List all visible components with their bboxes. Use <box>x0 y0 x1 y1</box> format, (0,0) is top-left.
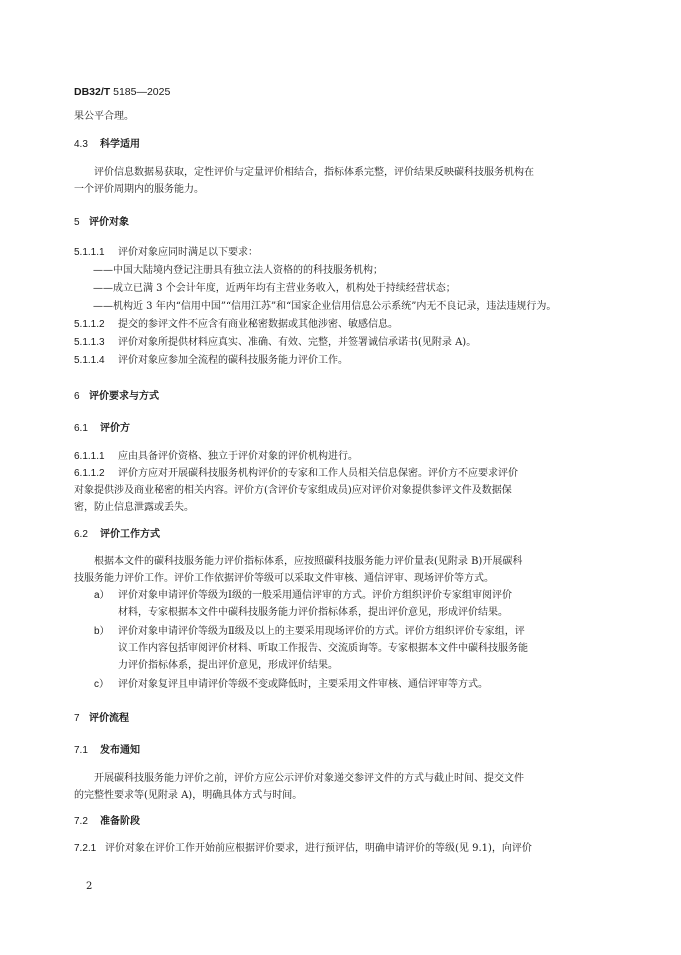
clause-text: 评价方应对开展碳科技服务机构评价的专家和工作人员相关信息保密。评价方不应要求评价 <box>118 468 518 479</box>
clause-number: 5.1.1.3 <box>74 337 105 348</box>
heading-7-1 <box>74 744 140 758</box>
heading-number: 7.1 <box>74 745 88 756</box>
heading-title: 科学适用 <box>100 139 140 150</box>
heading-title: 评价对象 <box>89 217 129 228</box>
heading-7 <box>74 712 129 726</box>
clause-5-1-1-1 <box>74 246 258 260</box>
list-item-b <box>94 625 525 639</box>
standard-code-prefix: DB32/T <box>74 86 111 98</box>
list-dash-item: ——中国大陆境内登记注册具有独立法人资格的的科技服务机构； <box>93 265 383 276</box>
page-number: 2 <box>86 881 93 892</box>
heading-4-3 <box>74 138 140 152</box>
paragraph-line: 技服务能力评价工作。评价工作依据评价等级可以采取文件审核、通信评审、现场评价等方式。 <box>74 573 494 584</box>
list-item-a <box>94 589 512 603</box>
heading-number: 6.1 <box>74 423 88 434</box>
list-dash-item: ——机构近 3 年内“信用中国”“信用江苏”和“国家企业信用信息公示系统”内无不良记录，违法违规行为。 <box>93 301 557 312</box>
list-label: b） <box>94 626 110 637</box>
clause-number: 5.1.1.2 <box>74 319 105 330</box>
heading-7-2 <box>74 815 140 829</box>
clause-6-1-1-2 <box>74 467 518 481</box>
heading-number: 5 <box>74 217 80 228</box>
clause-number: 6.1.1.2 <box>74 468 105 479</box>
heading-6-1 <box>74 422 130 436</box>
paragraph-line: 的完整性要求等(见附录 A)，明确具体方式与时间。 <box>74 790 303 801</box>
paragraph-line: 一个评价周期内的服务能力。 <box>74 184 204 195</box>
heading-number: 6 <box>74 391 80 402</box>
paragraph-line: 评价信息数据易获取，定性评价与定量评价相结合，指标体系完整，评价结果反映碳科技服务机构在 <box>94 167 534 178</box>
heading-6 <box>74 390 159 404</box>
clause-7-2-1 <box>74 842 532 856</box>
heading-title: 评价要求与方式 <box>89 391 159 402</box>
heading-title: 评价工作方式 <box>100 529 160 540</box>
clause-number: 7.2.1 <box>74 843 97 854</box>
list-dash-item: ——成立已满 3 个会计年度，近两年均有主营业务收入，机构处于持续经营状态； <box>93 283 456 294</box>
clause-number: 5.1.1.4 <box>74 355 105 366</box>
clause-text: 应由具备评价资格、独立于评价对象的评价机构进行。 <box>118 451 358 462</box>
clause-text: 提交的参评文件不应含有商业秘密数据或其他涉密、敏感信息。 <box>118 319 398 330</box>
clause-number: 6.1.1.1 <box>74 451 105 462</box>
list-text: 评价对象申请评价等级为Ⅰ级的一般采用通信评审的方式。评价方组织评价专家组审阅评价 <box>118 590 512 601</box>
list-label: a） <box>94 590 110 601</box>
paragraph-line: 密，防止信息泄露或丢失。 <box>74 502 194 513</box>
heading-title: 发布通知 <box>100 745 140 756</box>
heading-title: 评价方 <box>100 423 130 434</box>
clause-text: 评价对象应参加全流程的碳科技服务能力评价工作。 <box>118 355 348 366</box>
heading-title: 评价流程 <box>89 713 129 724</box>
heading-number: 4.3 <box>74 139 88 150</box>
list-text: 评价对象申请评价等级为Ⅱ级及以上的主要采用现场评价的方式。评价方组织评价专家组，评 <box>118 626 525 637</box>
heading-6-2 <box>74 528 160 542</box>
heading-number: 7.2 <box>74 816 88 827</box>
list-item-continuation: 力评价指标体系，提出评价意见，形成评价结果。 <box>118 660 338 671</box>
list-item-continuation: 材料，专家根据本文件中碳科技服务能力评价指标体系，提出评价意见，形成评价结果。 <box>118 607 508 618</box>
heading-number: 7 <box>74 713 80 724</box>
clause-number: 5.1.1.1 <box>74 247 105 258</box>
clause-text: 评价对象应同时满足以下要求： <box>118 247 258 258</box>
paragraph-line: 对象提供涉及商业秘密的相关内容。评价方(含评价专家组成员)应对评价对象提供参评文件及数据保 <box>74 485 512 496</box>
paragraph-line: 开展碳科技服务能力评价之前，评价方应公示评价对象递交参评文件的方式与截止时间、提交文件 <box>94 773 524 784</box>
clause-6-1-1-1 <box>74 450 358 464</box>
heading-number: 6.2 <box>74 529 88 540</box>
list-label: c） <box>94 679 109 690</box>
list-item-continuation: 议工作内容包括审阅评价材料、听取工作报告、交流质询等。专家根据本文件中碳科技服务能 <box>118 643 528 654</box>
clause-5-1-1-3 <box>74 336 476 350</box>
heading-title: 准备阶段 <box>100 816 140 827</box>
standard-code-number: 5185—2025 <box>110 86 171 98</box>
paragraph-line: 根据本文件的碳科技服务能力评价指标体系，应按照碳科技服务能力评价量表(见附录 B)开展碳科 <box>94 556 523 567</box>
clause-5-1-1-4 <box>74 354 348 368</box>
clause-text: 评价对象在评价工作开始前应根据评价要求，进行预评估，明确申请评价的等级(见 9.1)，向评价 <box>105 843 532 854</box>
list-text: 评价对象复评且申请评价等级不变或降低时，主要采用文件审核、通信评审等方式。 <box>118 679 488 690</box>
standard-code-header <box>74 86 170 98</box>
clause-5-1-1-2 <box>74 318 398 332</box>
paragraph-line: 果公平合理。 <box>74 111 134 122</box>
clause-text: 评价对象所提供材料应真实、准确、有效、完整，并签署诚信承诺书(见附录 A)。 <box>118 337 477 348</box>
heading-5 <box>74 216 129 230</box>
list-item-c <box>94 678 488 692</box>
